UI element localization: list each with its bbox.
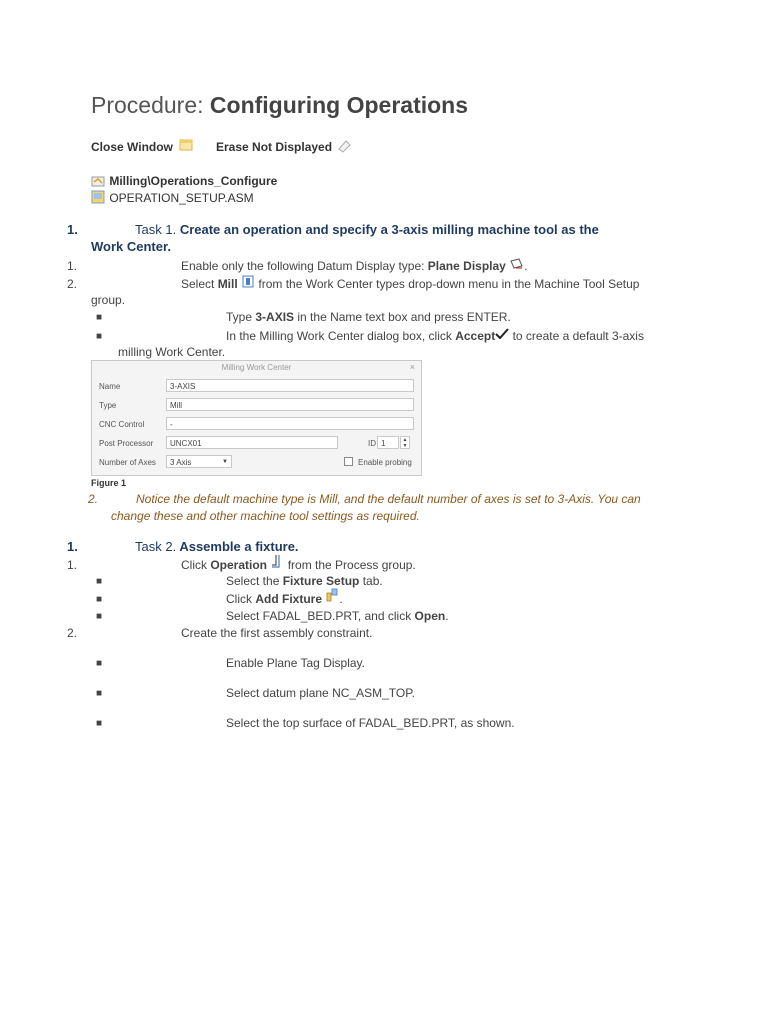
milling-work-center-dialog [91,360,422,476]
task1-step2 [181,277,639,291]
bullet-marker: ■ [96,312,103,323]
plane-display-label: Plane Display [427,259,506,273]
task2-text: Assemble a fixture. [179,539,299,554]
checkmark-icon [495,328,509,339]
task1-text-line1: Create an operation and specify a 3-axis milling machine tool as the [179,222,599,237]
task1-number: 1. [67,222,78,237]
operation-icon [270,554,284,569]
enable-probing-label: Enable probing [358,458,412,467]
bullet-marker: ■ [96,718,103,729]
close-window-button[interactable] [91,140,193,154]
number-of-axes-label: Number of Axes [99,458,156,467]
bullet-text: Select FADAL_BED.PRT, and click [226,609,415,623]
task1-bullet2-cont: milling Work Center. [118,345,226,359]
name-label: Name [99,382,121,391]
step-text-end: . [524,259,528,273]
bullet-marker: ■ [96,594,103,605]
bullet-text: Click [226,592,256,606]
note-line2: change these and other machine tool settings as required. [111,509,420,523]
close-window-label: Close Window [91,140,173,154]
enable-probing-checkbox[interactable] [344,457,353,466]
task2-heading [135,539,299,554]
bullet-marker: ■ [96,688,103,699]
bullet-marker: ■ [96,576,103,587]
task1-bullet1 [226,310,511,324]
bullet-text-end: to create a default 3-axis [509,329,644,343]
id-label: ID [368,439,376,448]
bullet-text-end: . [445,609,449,623]
step-number: 2. [67,277,78,291]
fixture-setup-label: Fixture Setup [282,574,360,588]
mill-icon [241,275,255,289]
name-field[interactable]: 3-AXIS [166,379,414,392]
task1-text-line2: Work Center. [91,239,171,254]
bullet-text-end: in the Name text box and press ENTER. [294,310,511,324]
step-text: Select [181,277,218,291]
id-field[interactable]: 1 [377,436,399,449]
task2-step1 [181,558,416,572]
bullet-text-end: tab. [359,574,383,588]
task2-bullet3 [226,609,449,623]
note-number: 2. [88,492,99,506]
task2-step2-bullet2: Select datum plane NC_ASM_TOP. [226,686,415,700]
dialog-title-text: Milling Work Center [221,363,292,372]
axis-name-label: 3-AXIS [255,310,295,324]
task2-label: Task 2. [135,539,177,554]
eraser-icon [337,139,352,153]
post-processor-label: Post Processor [99,439,154,448]
title-main: Configuring Operations [209,92,469,118]
type-label: Type [99,401,117,410]
cnc-control-label: CNC Control [99,420,145,429]
step-text: Enable only the following Datum Display type: [181,259,428,273]
open-label: Open [414,609,446,623]
task2-step2: Create the first assembly constraint. [181,626,373,640]
task1-step1 [181,259,528,273]
bullet-text: In the Milling Work Center dialog box, click [226,329,456,343]
chevron-down-icon: ▼ [222,459,228,465]
note-line1: Notice the default machine type is Mill, and the default number of axes is set to 3-Axis. You can [136,492,641,506]
task2-number: 1. [67,539,78,554]
number-of-axes-value: 3 Axis [170,458,192,467]
task2-step2-bullet1: Enable Plane Tag Display. [226,656,365,670]
folder-icon [91,174,106,187]
add-fixture-icon [325,588,339,603]
step-number: 1. [67,558,78,572]
bullet-marker: ■ [96,658,103,669]
folder-label: Milling\Operations_Configure [109,174,278,188]
task1-step2-cont: group. [91,293,126,307]
step-text: Click [181,558,211,572]
step-text-end: from the Work Center types drop-down menu in the Machine Tool Setup [255,277,640,291]
assembly-label: OPERATION_SETUP.ASM [109,191,254,205]
task2-bullet2 [226,592,343,606]
plane-display-icon [509,257,524,270]
task2-step2-bullet3: Select the top surface of FADAL_BED.PRT, as shown. [226,716,515,730]
task1-label: Task 1. [135,222,177,237]
type-field[interactable]: Mill [166,398,414,411]
id-spinner[interactable]: ▲ ▼ [400,436,410,449]
add-fixture-label: Add Fixture [255,592,323,606]
bullet-marker: ■ [96,331,103,342]
task1-bullet2 [226,329,644,343]
close-icon[interactable]: × [409,362,415,372]
cnc-control-field[interactable]: - [166,417,414,430]
assembly-icon [91,190,106,204]
dialog-title [92,361,421,374]
task2-bullet1 [226,574,383,588]
folder-path [91,174,277,188]
bullet-text: Type [226,310,256,324]
title-prefix: Procedure: [91,92,204,118]
task1-heading [135,222,599,237]
erase-not-displayed-button[interactable] [216,140,352,154]
page-title [91,92,468,119]
accept-label: Accept [455,329,496,343]
mill-label: Mill [217,277,238,291]
post-processor-field[interactable]: UNCX01 [166,436,338,449]
bullet-marker: ■ [96,611,103,622]
assembly-file [91,191,254,205]
step-number: 1. [67,259,78,273]
erase-not-displayed-label: Erase Not Displayed [216,140,333,154]
number-of-axes-select[interactable] [166,455,232,468]
operation-label: Operation [210,558,268,572]
step-number: 2. [67,626,78,640]
figure-caption: Figure 1 [91,478,127,488]
bullet-text-end: . [339,592,343,606]
close-window-icon [179,138,193,151]
bullet-text: Select the [226,574,283,588]
step-text-end: from the Process group. [284,558,416,572]
